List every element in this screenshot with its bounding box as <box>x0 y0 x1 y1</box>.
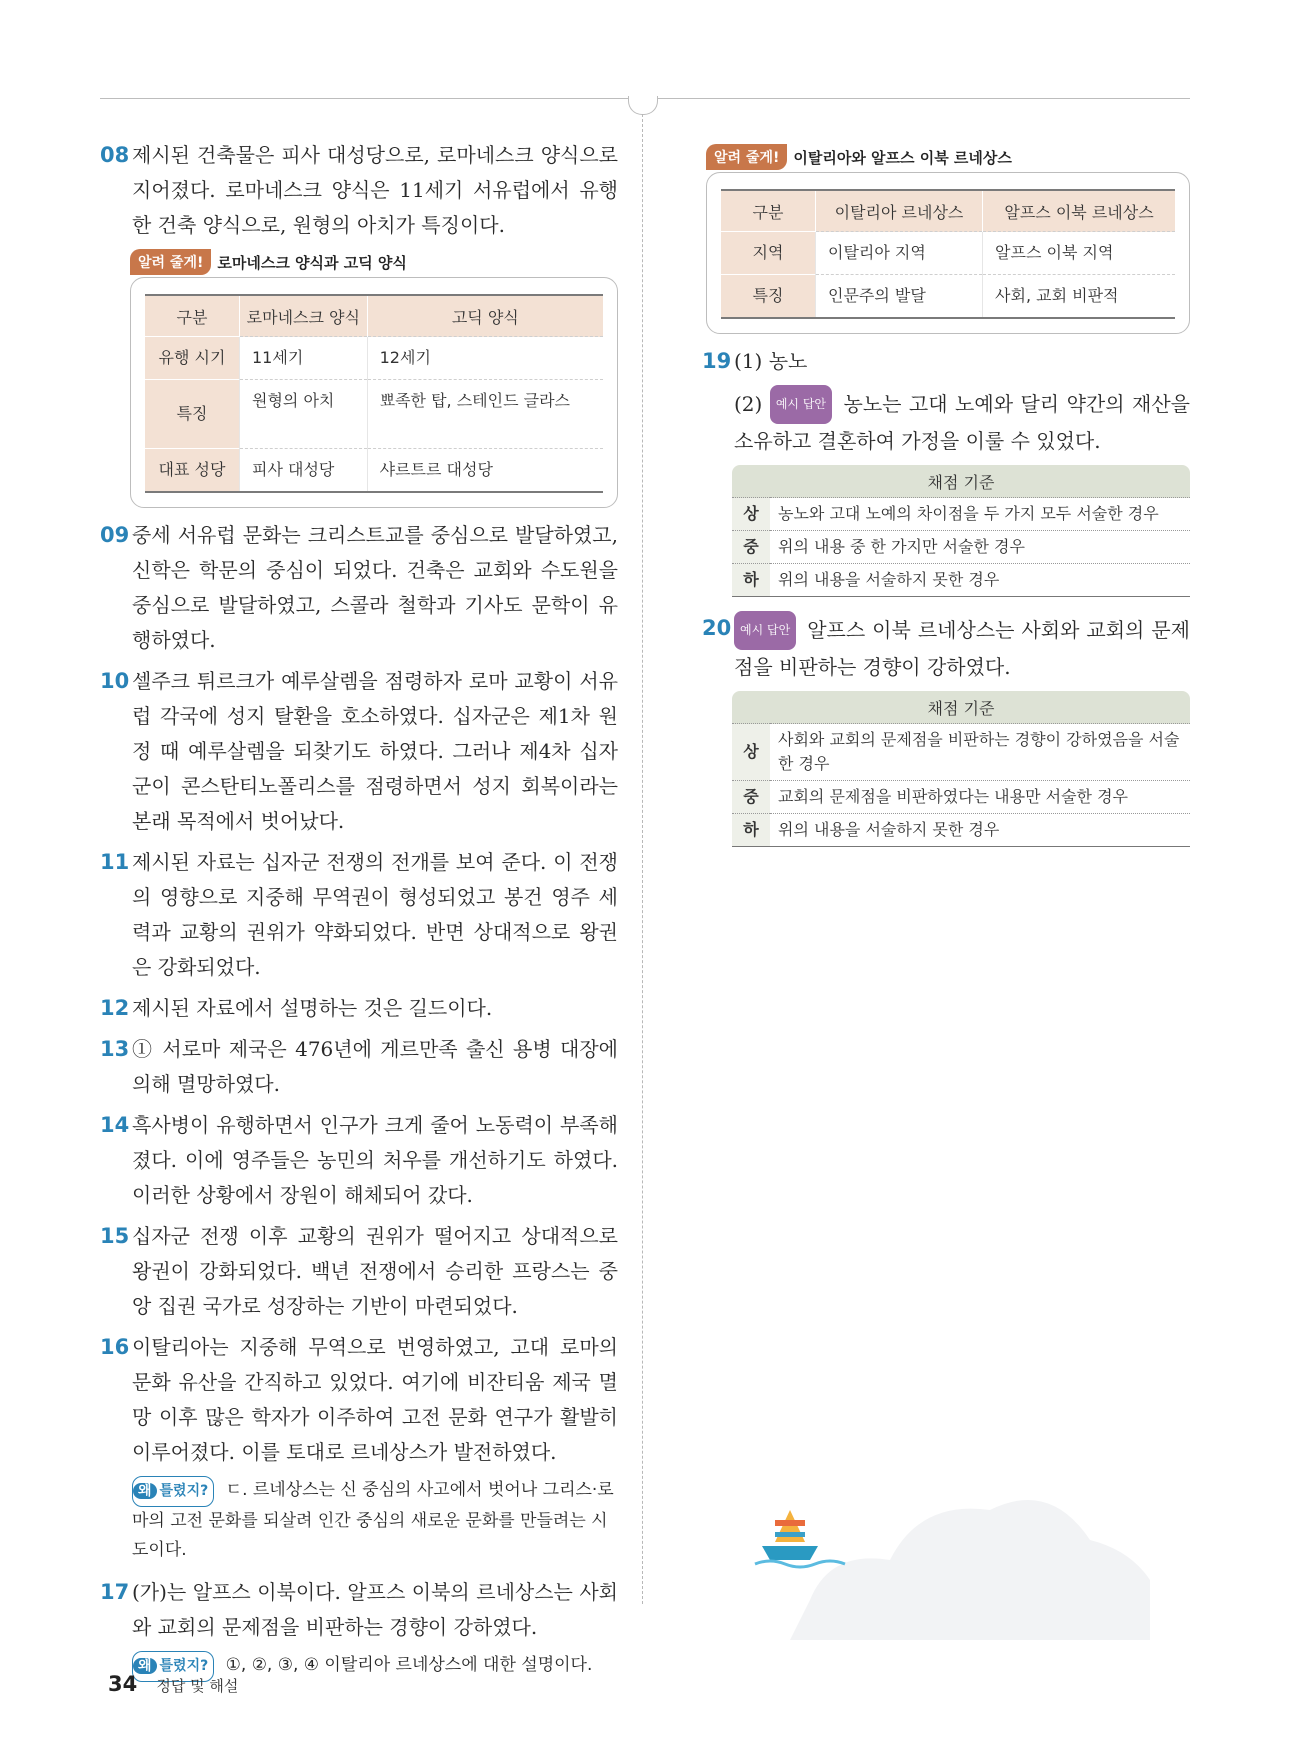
row-header: 지역 <box>721 232 816 275</box>
question-number: 09 <box>100 523 130 547</box>
answer-15 <box>100 1219 618 1324</box>
row-header: 특징 <box>145 380 240 449</box>
part-label: (2) <box>734 392 763 416</box>
question-number: 19 <box>702 349 732 373</box>
answer-11 <box>100 845 618 985</box>
why-wrong-note <box>100 1476 618 1565</box>
table-cell: 뾰족한 탑, 스테인드 글라스 <box>367 380 603 449</box>
scoring-row <box>732 814 1190 847</box>
wave-icon <box>755 1561 845 1567</box>
why-badge-label: 틀렸지? <box>159 1483 209 1499</box>
scoring-header: 채점 기준 <box>732 691 1190 724</box>
top-notch <box>628 96 658 115</box>
table-cell: 피사 대성당 <box>240 449 368 493</box>
answer-19-part-2 <box>702 385 1190 459</box>
grade-criteria: 사회와 교회의 문제점을 비판하는 경향이 강하였음을 서술한 경우 <box>770 724 1190 781</box>
why-badge-icon: 왜 <box>133 1658 157 1674</box>
info-box-romanesque-gothic <box>130 277 618 508</box>
why-badge-icon: 왜 <box>133 1483 157 1499</box>
table-cell: 이탈리아 지역 <box>816 232 983 275</box>
table-header: 구분 <box>145 295 240 337</box>
scoring-header-row <box>732 691 1190 724</box>
grade-criteria: 위의 내용을 서술하지 못한 경우 <box>770 564 1190 597</box>
table-header: 고딕 양식 <box>367 295 603 337</box>
left-column <box>100 138 618 1692</box>
table-cell: 12세기 <box>367 337 603 380</box>
scoring-row <box>732 724 1190 781</box>
grade-label: 중 <box>732 781 770 814</box>
grade-label: 하 <box>732 814 770 847</box>
answer-09 <box>100 518 618 658</box>
question-number: 17 <box>100 1580 130 1604</box>
footer-title: 정답 및 해설 <box>156 1677 239 1695</box>
table-row <box>145 380 603 449</box>
answer-12 <box>100 991 618 1026</box>
question-number: 11 <box>100 850 130 874</box>
scoring-header-row <box>732 465 1190 498</box>
row-header: 유행 시기 <box>145 337 240 380</box>
info-box-title <box>706 144 1190 170</box>
scoring-row <box>732 531 1190 564</box>
answer-text: 셀주크 튀르크가 예루살렘을 점령하자 로마 교황이 서유럽 각국에 성지 탈환을 호소하였다. 십자군은 제1차 원정 때 예루살렘을 되찾기도 하였다. 그러나 제4차 십자군이 콘스탄티노폴리스를 점령하면서 성지 회복이라는 본래 목적에서 벗어났다. <box>132 669 618 833</box>
scoring-header: 채점 기준 <box>732 465 1190 498</box>
table-row <box>145 449 603 493</box>
info-title: 이탈리아와 알프스 이북 르네상스 <box>793 148 1012 167</box>
table-header-row <box>721 190 1175 232</box>
table-cell: 알프스 이북 지역 <box>983 232 1175 275</box>
table-row <box>145 337 603 380</box>
table-header: 이탈리아 르네상스 <box>816 190 983 232</box>
sailboat-illustration <box>750 1440 1150 1640</box>
info-badge: 알려 줄게! <box>706 144 787 170</box>
info-box-renaissance <box>706 172 1190 334</box>
comparison-table <box>721 189 1175 319</box>
question-number: 16 <box>100 1335 130 1359</box>
answer-19 <box>702 344 1190 379</box>
answer-17 <box>100 1575 618 1645</box>
answer-text: 농노는 고대 노예와 달리 약간의 재산을 소유하고 결혼하여 가정을 이룰 수 있었다. <box>734 392 1190 453</box>
page-footer <box>108 1672 238 1696</box>
answer-text: 이탈리아는 지중해 무역으로 번영하였고, 고대 로마의 문화 유산을 간직하고 있었다. 여기에 비잔티움 제국 멸망 이후 많은 학자가 이주하여 고전 문화 연구가 활발히 이루어졌다. 이를 토대로 르네상스가 발전하였다. <box>132 1335 618 1464</box>
table-cell: 인문주의 발달 <box>816 275 983 319</box>
example-answer-badge: 예시 답안 <box>734 611 796 650</box>
answer-14 <box>100 1108 618 1213</box>
answer-text: 십자군 전쟁 이후 교황의 권위가 떨어지고 상대적으로 왕권이 강화되었다. 백년 전쟁에서 승리한 프랑스는 중앙 집권 국가로 성장하는 기반이 마련되었다. <box>132 1224 618 1318</box>
answer-16 <box>100 1330 618 1470</box>
table-header: 알프스 이북 르네상스 <box>983 190 1175 232</box>
column-divider <box>642 114 643 1604</box>
right-column <box>702 138 1190 861</box>
answer-text: 제시된 자료에서 설명하는 것은 길드이다. <box>132 996 493 1020</box>
question-number: 20 <box>702 616 732 640</box>
answer-text: 중세 서유럽 문화는 크리스트교를 중심으로 발달하였고, 신학은 학문의 중심이 되었다. 건축은 교회와 수도원을 중심으로 발달하였고, 스콜라 철학과 기사도 문학이 유행하였다. <box>132 523 618 652</box>
answer-20 <box>702 611 1190 685</box>
info-title: 로마네스크 양식과 고딕 양식 <box>217 253 407 272</box>
scoring-row <box>732 498 1190 531</box>
question-number: 14 <box>100 1113 130 1137</box>
scoring-row <box>732 781 1190 814</box>
table-cell: 11세기 <box>240 337 368 380</box>
answer-10 <box>100 664 618 839</box>
table-cell: 사회, 교회 비판적 <box>983 275 1175 319</box>
answer-text: 제시된 건축물은 피사 대성당으로, 로마네스크 양식으로 지어졌다. 로마네스크 양식은 11세기 서유럽에서 유행한 건축 양식으로, 원형의 아치가 특징이다. <box>132 143 618 237</box>
answer-13 <box>100 1032 618 1102</box>
grade-criteria: 위의 내용을 서술하지 못한 경우 <box>770 814 1190 847</box>
question-number: 12 <box>100 996 130 1020</box>
table-cell: 원형의 아치 <box>240 380 368 449</box>
scoring-row <box>732 564 1190 597</box>
answer-text: (가)는 알프스 이북이다. 알프스 이북의 르네상스는 사회와 교회의 문제점을 비판하는 경향이 강하였다. <box>132 1580 618 1639</box>
table-cell: 샤르트르 대성당 <box>367 449 603 493</box>
answer-text: 흑사병이 유행하면서 인구가 크게 줄어 노동력이 부족해졌다. 이에 영주들은 농민의 처우를 개선하기도 하였다. 이러한 상황에서 장원이 해체되어 갔다. <box>132 1113 618 1207</box>
grade-label: 하 <box>732 564 770 597</box>
grade-criteria: 교회의 문제점을 비판하였다는 내용만 서술한 경우 <box>770 781 1190 814</box>
table-header: 구분 <box>721 190 816 232</box>
why-wrong-text: ㄷ. 르네상스는 신 중심의 사고에서 벗어나 그리스·로마의 고전 문화를 되살려 인간 중심의 새로운 문화를 만들려는 시도이다. <box>132 1480 614 1560</box>
answer-text: 알프스 이북 르네상스는 사회와 교회의 문제점을 비판하는 경향이 강하였다. <box>734 618 1191 679</box>
cloud-shape <box>790 1500 1150 1640</box>
grade-criteria: 위의 내용 중 한 가지만 서술한 경우 <box>770 531 1190 564</box>
grade-label: 상 <box>732 498 770 531</box>
row-header: 특징 <box>721 275 816 319</box>
question-number: 08 <box>100 143 130 167</box>
info-box-title <box>130 249 618 275</box>
why-wrong-text: ①, ②, ③, ④ 이탈리아 르네상스에 대한 설명이다. <box>225 1655 593 1675</box>
why-badge-label: 틀렸지? <box>159 1658 209 1674</box>
grade-label: 중 <box>732 531 770 564</box>
boat-hull-icon <box>762 1546 818 1560</box>
question-number: 10 <box>100 669 130 693</box>
table-header: 로마네스크 양식 <box>240 295 368 337</box>
page-number: 34 <box>108 1672 138 1696</box>
table-header-row <box>145 295 603 337</box>
table-row <box>721 232 1175 275</box>
comparison-table <box>145 294 603 493</box>
answer-text: 제시된 자료는 십자군 전쟁의 전개를 보여 준다. 이 전쟁의 영향으로 지중해 무역권이 형성되었고 봉건 영주 세력과 교황의 권위가 약화되었다. 반면 상대적으로 왕권은 강화되었다. <box>132 850 618 979</box>
grade-label: 상 <box>732 724 770 781</box>
row-header: 대표 성당 <box>145 449 240 493</box>
question-number: 13 <box>100 1037 130 1061</box>
answer-08 <box>100 138 618 243</box>
info-badge: 알려 줄게! <box>130 249 211 275</box>
answer-part-1: (1) 농노 <box>734 349 808 373</box>
question-number: 15 <box>100 1224 130 1248</box>
scoring-table <box>732 691 1190 847</box>
answer-text: ① 서로마 제국은 476년에 게르만족 출신 용병 대장에 의해 멸망하였다. <box>132 1037 618 1096</box>
scoring-table <box>732 465 1190 597</box>
grade-criteria: 농노와 고대 노예의 차이점을 두 가지 모두 서술한 경우 <box>770 498 1190 531</box>
example-answer-badge: 예시 답안 <box>770 385 832 424</box>
table-row <box>721 275 1175 319</box>
why-wrong-badge <box>132 1476 214 1507</box>
